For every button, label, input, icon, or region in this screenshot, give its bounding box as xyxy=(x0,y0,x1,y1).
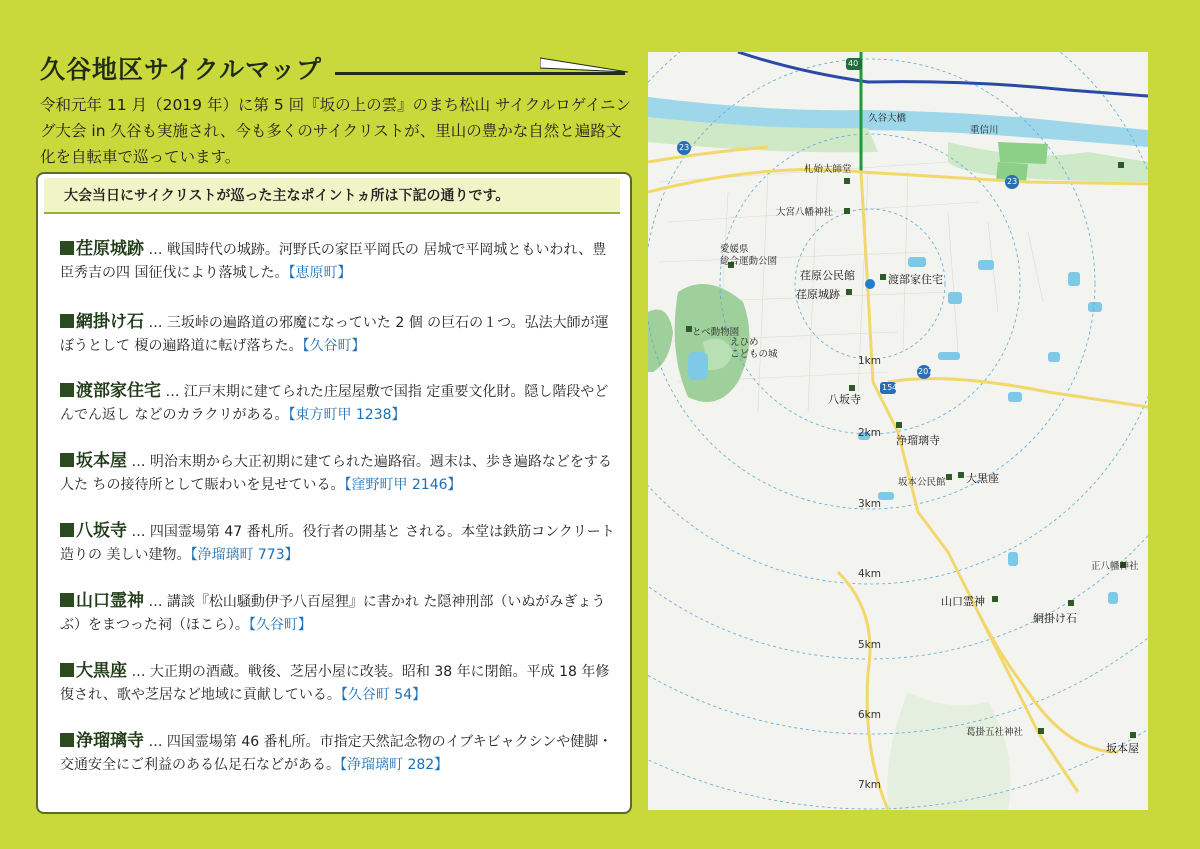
bullet-square-icon xyxy=(60,314,74,328)
bullet-square-icon xyxy=(60,241,74,255)
bullet-square-icon xyxy=(60,663,74,677)
map-label: 大宮八幡神社 xyxy=(776,207,834,218)
panel-heading-text: 大会当日にサイクリストが巡った主なポイントヵ所は下記の通りです。 xyxy=(64,188,510,204)
point-item: 渡部家住宅 … 江戸末期に建てられた庄屋屋敷で国指 定重要文化財。隠し階段やどんでん返し などのカラクリがある。【東方町甲 1238】 xyxy=(60,381,609,423)
map-label: とべ動物園 xyxy=(692,327,740,338)
bullet-square-icon xyxy=(60,523,74,537)
bullet-square-icon xyxy=(60,383,74,397)
distance-label: 7km xyxy=(858,779,881,791)
page-title: 久谷地区サイクルマップ xyxy=(40,55,323,84)
map-label: 愛媛県 総合運動公園 xyxy=(720,244,778,267)
point-item: 大黒座 … 大正期の酒蔵。戦後、芝居小屋に改装。昭和 38 年に閉館。平成 18 年修復され、歌や芝居など地域に貢献している。【久谷町 54】 xyxy=(60,661,610,703)
map-label: 荏原公民館 xyxy=(800,269,855,282)
map-label: 八坂寺 xyxy=(828,393,861,406)
route-badge: 154 xyxy=(882,383,898,392)
route-badge: 40 xyxy=(848,59,859,68)
point-item: 浄瑠璃寺 … 四国霊場第 46 番札所。市指定天然記念物のイブキビャクシンや健脚・交通安全にご利益のある仏足石などがある。【浄瑠璃町 282】 xyxy=(60,731,613,773)
map-label: えひめ こどもの城 xyxy=(730,337,778,360)
map-label: 渡部家住宅 xyxy=(888,273,943,286)
intro-text: 令和元年 11 月（2019 年）に第 5 回『坂の上の雲』のまち松山 サイクルロゲイニング大会 in 久谷も実施され、今も多くのサイクリストが、里山の豊かな自然と遍路文化を自転車で巡っています。 xyxy=(40,96,632,166)
distance-label: 1km xyxy=(858,355,881,367)
map-label: 坂本公民館 xyxy=(898,477,946,488)
map-label: 久谷大橋 xyxy=(868,113,907,124)
panel-heading xyxy=(44,178,620,214)
map-label: 葛掛五社神社 xyxy=(966,727,1024,738)
bullet-square-icon xyxy=(60,733,74,747)
distance-label: 3km xyxy=(858,498,881,510)
point-item: 網掛け石 … 三坂峠の遍路道の邪魔になっていた 2 個 の巨石の１つ。弘法大師が運ぼうとして 榎の遍路道に転げ落ちた。【久谷町】 xyxy=(60,312,609,354)
route-badge: 23 xyxy=(1007,177,1018,186)
point-item: 八坂寺 … 四国霊場第 47 番札所。役行者の開基と される。本堂は鉄筋コンクリート造りの 美しい建物。【浄瑠璃町 773】 xyxy=(60,521,615,563)
distance-label: 6km xyxy=(858,709,881,721)
map-label: 札始太師堂 xyxy=(804,164,852,175)
map-label: 荏原城跡 xyxy=(796,288,840,301)
point-item: 山口霊神 … 講談『松山騒動伊予八百屋狸』に書かれ た隠神刑部（いぬがみぎょうぶ）をまつった祠（ほこら）。【久谷町】 xyxy=(60,591,606,633)
title-arrow-icon xyxy=(540,56,630,78)
route-badge: 23 xyxy=(679,143,690,152)
point-item: 坂本屋 … 明治末期から大正初期に建てられた遍路宿。週末は、歩き遍路などをする人た ちの接待所として賑わいを見せている。【窪野町甲 2146】 xyxy=(60,451,612,493)
map-label: 山口霊神 xyxy=(941,595,985,608)
distance-label: 2km xyxy=(858,427,881,439)
map-label: 重信川 xyxy=(970,125,999,136)
map-label: 網掛け石 xyxy=(1033,612,1077,625)
cycle-map[interactable] xyxy=(648,52,1148,810)
distance-label: 5km xyxy=(858,639,881,651)
map-label: 正八幡神社 xyxy=(1091,561,1139,572)
bullet-square-icon xyxy=(60,453,74,467)
route-badge: 207 xyxy=(918,367,934,376)
map-graphics xyxy=(648,52,1148,810)
map-label: 坂本屋 xyxy=(1106,742,1139,755)
map-label: 大黒座 xyxy=(966,472,999,485)
distance-label: 4km xyxy=(858,568,881,580)
map-label: 浄瑠璃寺 xyxy=(896,434,940,447)
bullet-square-icon xyxy=(60,593,74,607)
point-item: 荏原城跡 … 戦国時代の城跡。河野氏の家臣平岡氏の 居城で平岡城ともいわれ、豊臣秀吉の四 国征伐により落城した。【恵原町】 xyxy=(60,239,607,281)
